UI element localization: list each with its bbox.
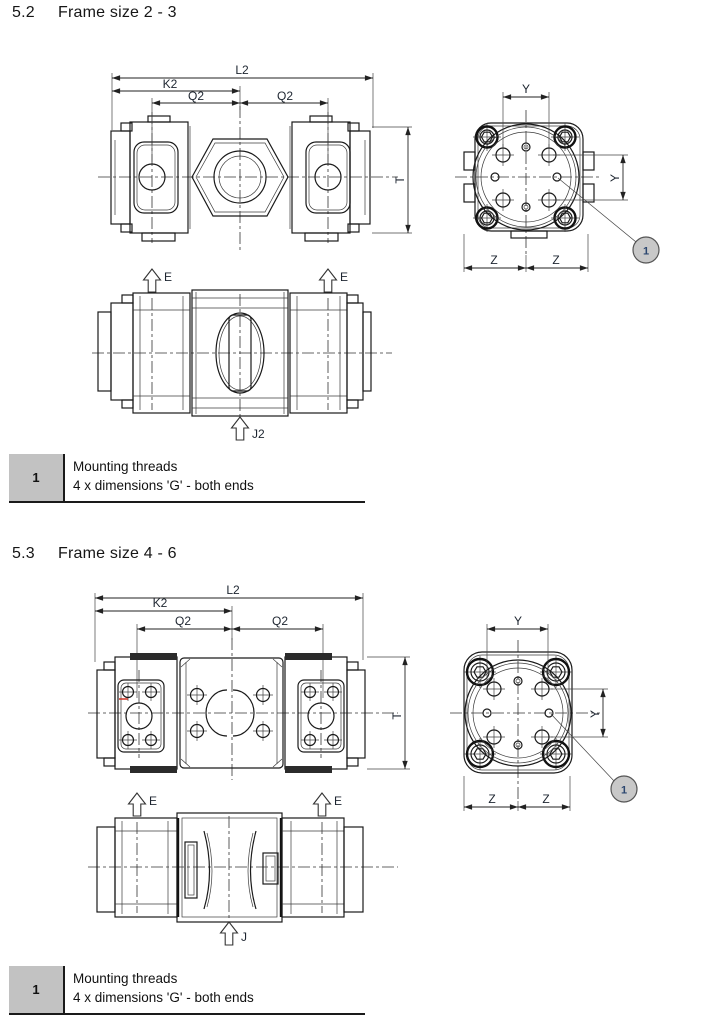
front-view [88, 585, 410, 780]
end-view [450, 614, 637, 811]
note-row [9, 966, 365, 1013]
port-label-j: J [241, 930, 247, 944]
dim-label-z-right: Z [542, 792, 550, 806]
port-arrow-e-left [144, 269, 161, 292]
note-line2: 4 x dimensions 'G' - both ends [73, 477, 254, 493]
note-table-5-2 [9, 454, 365, 503]
note-line1: Mounting threads [73, 459, 178, 474]
pump-body-outline [111, 116, 370, 241]
port-label-e-left: E [164, 270, 173, 284]
dim-label-z-left: Z [490, 253, 498, 267]
balloon-callout-1 [558, 178, 659, 263]
port-label-e-right: E [340, 270, 349, 284]
section-title: Frame size 4 - 6 [58, 545, 177, 562]
dim-label-k2: K2 [162, 77, 178, 91]
port-label-e-left: E [149, 794, 158, 808]
note-ref-cell: 1 [9, 966, 65, 1013]
balloon-number: 1 [620, 784, 628, 797]
port-arrow-j [221, 922, 238, 945]
dim-label-q2-right: Q2 [276, 89, 294, 103]
dim-label-y-top: Y [521, 82, 531, 96]
drawing-frame-size-2-3 [0, 60, 712, 452]
note-ref-cell: 1 [9, 454, 65, 501]
dim-label-k2: K2 [152, 596, 168, 610]
port-arrow-e-right [314, 793, 331, 816]
dim-label-q2-left: Q2 [174, 614, 192, 628]
dimensions [95, 585, 410, 769]
section-number: 5.2 [12, 4, 35, 21]
port-arrow-e-right [320, 269, 337, 292]
dim-label-y-side: Y [588, 709, 602, 719]
note-table-5-3 [9, 966, 365, 1015]
section-title: Frame size 2 - 3 [58, 4, 177, 21]
note-text-cell [65, 966, 262, 1013]
end-view [455, 82, 659, 272]
drawing-frame-size-4-6 [0, 585, 712, 965]
dim-label-y-top: Y [513, 614, 523, 628]
dim-label-q2-right: Q2 [271, 614, 289, 628]
port-label-j: J2 [252, 427, 265, 441]
front-view [98, 63, 412, 250]
balloon-number: 1 [642, 245, 650, 258]
centerlines [88, 816, 398, 920]
dim-label-y-side: Y [608, 173, 622, 183]
note-row [9, 454, 365, 501]
port-arrow-j [232, 417, 249, 440]
section-heading-5-2 [12, 4, 177, 22]
port-view [88, 793, 398, 945]
dim-label-z-right: Z [552, 253, 560, 267]
dim-label-q2-left: Q2 [187, 89, 205, 103]
centerlines [98, 106, 398, 250]
port-label-e-right: E [334, 794, 343, 808]
note-text-cell [65, 454, 262, 501]
port-arrow-e-left [129, 793, 146, 816]
dim-label-z-left: Z [488, 792, 496, 806]
port-view [92, 269, 392, 441]
dim-label-t: T [390, 712, 404, 720]
dimensions [112, 63, 412, 233]
dim-label-t: T [393, 176, 407, 184]
section-heading-5-3 [12, 545, 177, 563]
end-dimensions [464, 614, 608, 811]
note-line1: Mounting threads [73, 971, 178, 986]
note-line2: 4 x dimensions 'G' - both ends [73, 989, 254, 1005]
dim-label-l2: L2 [226, 585, 240, 597]
dim-label-l2: L2 [235, 63, 249, 77]
section-number: 5.3 [12, 545, 35, 562]
